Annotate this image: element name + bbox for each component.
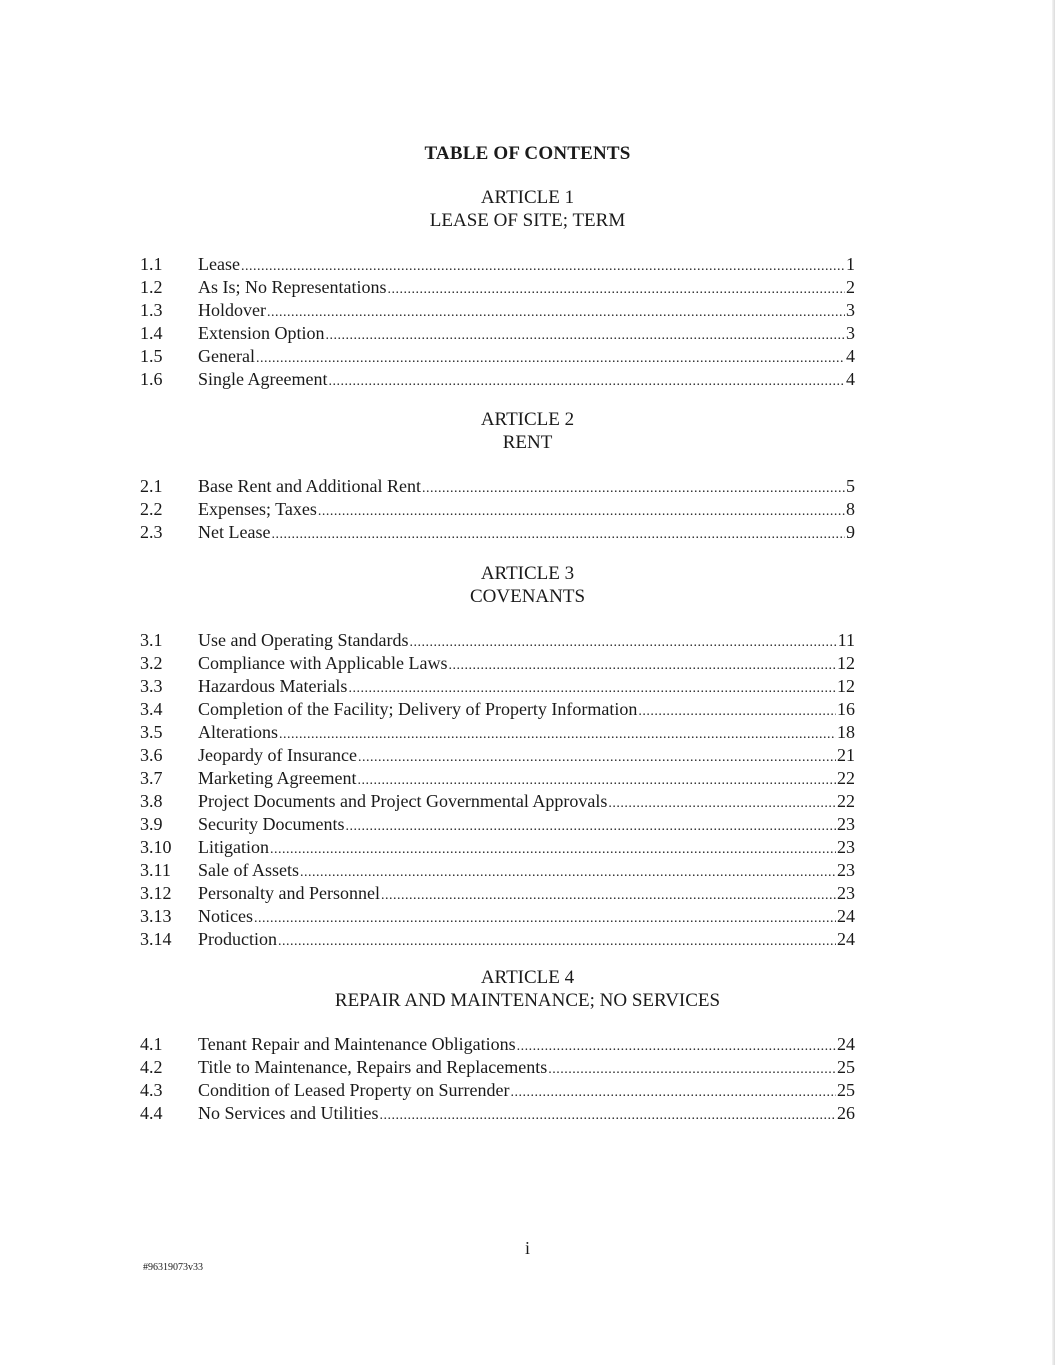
entry-number: 3.5 bbox=[140, 722, 163, 742]
dot-leader bbox=[241, 255, 845, 278]
dot-leader bbox=[638, 700, 836, 723]
entry-number: 1.2 bbox=[140, 277, 163, 297]
dot-leader bbox=[517, 1035, 836, 1058]
dot-leader bbox=[358, 746, 836, 769]
entry-number: 3.12 bbox=[140, 883, 172, 903]
dot-leader bbox=[379, 1104, 836, 1127]
entry-page: 4 bbox=[846, 369, 855, 389]
toc-entry[interactable] bbox=[140, 299, 855, 322]
entry-title: Tenant Repair and Maintenance Obligations bbox=[198, 1034, 516, 1054]
entry-page: 24 bbox=[837, 929, 855, 949]
entry-title: Personalty and Personnel bbox=[198, 883, 380, 903]
entry-page: 23 bbox=[837, 883, 855, 903]
entry-page: 22 bbox=[837, 768, 855, 788]
entry-number: 3.11 bbox=[140, 860, 171, 880]
dot-leader bbox=[422, 477, 845, 500]
dot-leader bbox=[381, 884, 836, 907]
toc-entry[interactable] bbox=[140, 813, 855, 836]
entry-page: 21 bbox=[837, 745, 855, 765]
toc-entry[interactable] bbox=[140, 744, 855, 767]
entry-title: Marketing Agreement bbox=[198, 768, 357, 788]
entry-title: Notices bbox=[198, 906, 253, 926]
toc-entry[interactable] bbox=[140, 345, 855, 368]
entry-title: Sale of Assets bbox=[198, 860, 299, 880]
entry-page: 26 bbox=[837, 1103, 855, 1123]
entry-number: 3.1 bbox=[140, 630, 163, 650]
entry-page: 5 bbox=[846, 476, 855, 496]
article-3-entries bbox=[140, 629, 855, 951]
entry-page: 24 bbox=[837, 1034, 855, 1054]
article-3-heading bbox=[0, 562, 1055, 608]
dot-leader bbox=[357, 769, 836, 792]
entry-page: 12 bbox=[837, 653, 855, 673]
toc-entry[interactable] bbox=[140, 675, 855, 698]
toc-entry[interactable] bbox=[140, 629, 855, 652]
dot-leader bbox=[279, 723, 836, 746]
toc-entry[interactable] bbox=[140, 322, 855, 345]
entry-page: 11 bbox=[837, 630, 855, 650]
dot-leader bbox=[345, 815, 836, 838]
entry-page: 23 bbox=[837, 814, 855, 834]
entry-page: 23 bbox=[837, 837, 855, 857]
entry-title: Net Lease bbox=[198, 522, 271, 542]
entry-page: 23 bbox=[837, 860, 855, 880]
entry-title: As Is; No Representations bbox=[198, 277, 387, 297]
dot-leader bbox=[348, 677, 836, 700]
toc-entry[interactable] bbox=[140, 1079, 855, 1102]
entry-title: Compliance with Applicable Laws bbox=[198, 653, 448, 673]
article-label: ARTICLE 1 bbox=[480, 187, 575, 208]
entry-title: No Services and Utilities bbox=[198, 1103, 379, 1123]
toc-entry[interactable] bbox=[140, 253, 855, 276]
toc-entry[interactable] bbox=[140, 498, 855, 521]
entry-title: Condition of Leased Property on Surrender bbox=[198, 1080, 510, 1100]
article-4-heading bbox=[0, 966, 1055, 1012]
dot-leader bbox=[387, 278, 845, 301]
entry-title: Production bbox=[198, 929, 277, 949]
toc-entry[interactable] bbox=[140, 1056, 855, 1079]
entry-number: 2.2 bbox=[140, 499, 163, 519]
entry-title: Base Rent and Additional Rent bbox=[198, 476, 421, 496]
toc-entry[interactable] bbox=[140, 1102, 855, 1125]
entry-number: 3.13 bbox=[140, 906, 172, 926]
article-label: ARTICLE 3 bbox=[480, 563, 575, 584]
entry-title: Single Agreement bbox=[198, 369, 328, 389]
article-2-entries bbox=[140, 475, 855, 544]
entry-number: 3.2 bbox=[140, 653, 163, 673]
dot-leader bbox=[409, 631, 836, 654]
entry-page: 2 bbox=[846, 277, 855, 297]
entry-title: Litigation bbox=[198, 837, 269, 857]
toc-entry[interactable] bbox=[140, 790, 855, 813]
entry-title: Use and Operating Standards bbox=[198, 630, 409, 650]
entry-title: Extension Option bbox=[198, 323, 325, 343]
toc-title: TABLE OF CONTENTS bbox=[424, 143, 631, 164]
dot-leader bbox=[318, 500, 845, 523]
entry-number: 4.1 bbox=[140, 1034, 163, 1054]
article-2-heading bbox=[0, 408, 1055, 454]
entry-page: 3 bbox=[846, 323, 855, 343]
entry-number: 4.2 bbox=[140, 1057, 163, 1077]
dot-leader bbox=[326, 324, 846, 347]
entry-title: Jeopardy of Insurance bbox=[198, 745, 357, 765]
entry-number: 3.8 bbox=[140, 791, 163, 811]
entry-page: 25 bbox=[837, 1057, 855, 1077]
toc-entry[interactable] bbox=[140, 928, 855, 951]
document-id: #96319073v33 bbox=[143, 1262, 203, 1273]
article-subheading: REPAIR AND MAINTENANCE; NO SERVICES bbox=[334, 990, 721, 1011]
entry-page: 9 bbox=[846, 522, 855, 542]
entry-title: Alterations bbox=[198, 722, 278, 742]
dot-leader bbox=[548, 1058, 836, 1081]
entry-number: 4.4 bbox=[140, 1103, 163, 1123]
article-subheading: COVENANTS bbox=[469, 586, 586, 607]
entry-number: 3.10 bbox=[140, 837, 172, 857]
entry-page: 12 bbox=[837, 676, 855, 696]
entry-title: Security Documents bbox=[198, 814, 345, 834]
toc-entry[interactable] bbox=[140, 836, 855, 859]
article-1-heading bbox=[0, 186, 1055, 232]
entry-page: 1 bbox=[846, 254, 855, 274]
entry-number: 3.3 bbox=[140, 676, 163, 696]
entry-number: 3.6 bbox=[140, 745, 163, 765]
entry-page: 25 bbox=[837, 1080, 855, 1100]
entry-title: Completion of the Facility; Delivery of Property Information bbox=[198, 699, 638, 719]
dot-leader bbox=[270, 838, 836, 861]
dot-leader bbox=[300, 861, 836, 884]
entry-page: 3 bbox=[846, 300, 855, 320]
entry-number: 3.14 bbox=[140, 929, 172, 949]
toc-entry[interactable] bbox=[140, 1033, 855, 1056]
entry-number: 4.3 bbox=[140, 1080, 163, 1100]
toc-entry[interactable] bbox=[140, 698, 855, 721]
entry-title: Expenses; Taxes bbox=[198, 499, 317, 519]
entry-page: 18 bbox=[837, 722, 855, 742]
entry-page: 16 bbox=[837, 699, 855, 719]
entry-number: 2.1 bbox=[140, 476, 163, 496]
entry-number: 3.4 bbox=[140, 699, 163, 719]
toc-entry[interactable] bbox=[140, 721, 855, 744]
entry-number: 1.5 bbox=[140, 346, 163, 366]
entry-number: 2.3 bbox=[140, 522, 163, 542]
entry-page: 8 bbox=[846, 499, 855, 519]
entry-number: 1.6 bbox=[140, 369, 163, 389]
toc-entry[interactable] bbox=[140, 905, 855, 928]
entry-title: Hazardous Materials bbox=[198, 676, 348, 696]
dot-leader bbox=[448, 654, 836, 677]
entry-title: General bbox=[198, 346, 255, 366]
article-1-entries bbox=[140, 253, 855, 391]
entry-title: Project Documents and Project Governmental Approvals bbox=[198, 791, 608, 811]
entry-page: 22 bbox=[837, 791, 855, 811]
toc-entry[interactable] bbox=[140, 767, 855, 790]
dot-leader bbox=[608, 792, 836, 815]
entry-number: 3.9 bbox=[140, 814, 163, 834]
dot-leader bbox=[278, 930, 836, 953]
toc-entry[interactable] bbox=[140, 652, 855, 675]
article-subheading: LEASE OF SITE; TERM bbox=[429, 210, 626, 231]
article-4-entries bbox=[140, 1033, 855, 1125]
article-label: ARTICLE 4 bbox=[480, 967, 575, 988]
entry-number: 1.4 bbox=[140, 323, 163, 343]
entry-title: Title to Maintenance, Repairs and Replacements bbox=[198, 1057, 548, 1077]
dot-leader bbox=[254, 907, 836, 930]
entry-page: 24 bbox=[837, 906, 855, 926]
toc-entry[interactable] bbox=[140, 521, 855, 544]
dot-leader bbox=[328, 370, 845, 393]
page-number: i bbox=[524, 1238, 530, 1258]
toc-entry[interactable] bbox=[140, 475, 855, 498]
entry-number: 3.7 bbox=[140, 768, 163, 788]
article-label: ARTICLE 2 bbox=[480, 409, 575, 430]
dot-leader bbox=[510, 1081, 836, 1104]
entry-title: Lease bbox=[198, 254, 240, 274]
toc-entry[interactable] bbox=[140, 882, 855, 905]
entry-page: 4 bbox=[846, 346, 855, 366]
toc-entry[interactable] bbox=[140, 368, 855, 391]
entry-number: 1.3 bbox=[140, 300, 163, 320]
article-subheading: RENT bbox=[502, 432, 553, 453]
entry-title: Holdover bbox=[198, 300, 266, 320]
toc-entry[interactable] bbox=[140, 859, 855, 882]
entry-number: 1.1 bbox=[140, 254, 163, 274]
dot-leader bbox=[256, 347, 845, 370]
dot-leader bbox=[267, 301, 845, 324]
toc-entry[interactable] bbox=[140, 276, 855, 299]
dot-leader bbox=[271, 523, 845, 546]
